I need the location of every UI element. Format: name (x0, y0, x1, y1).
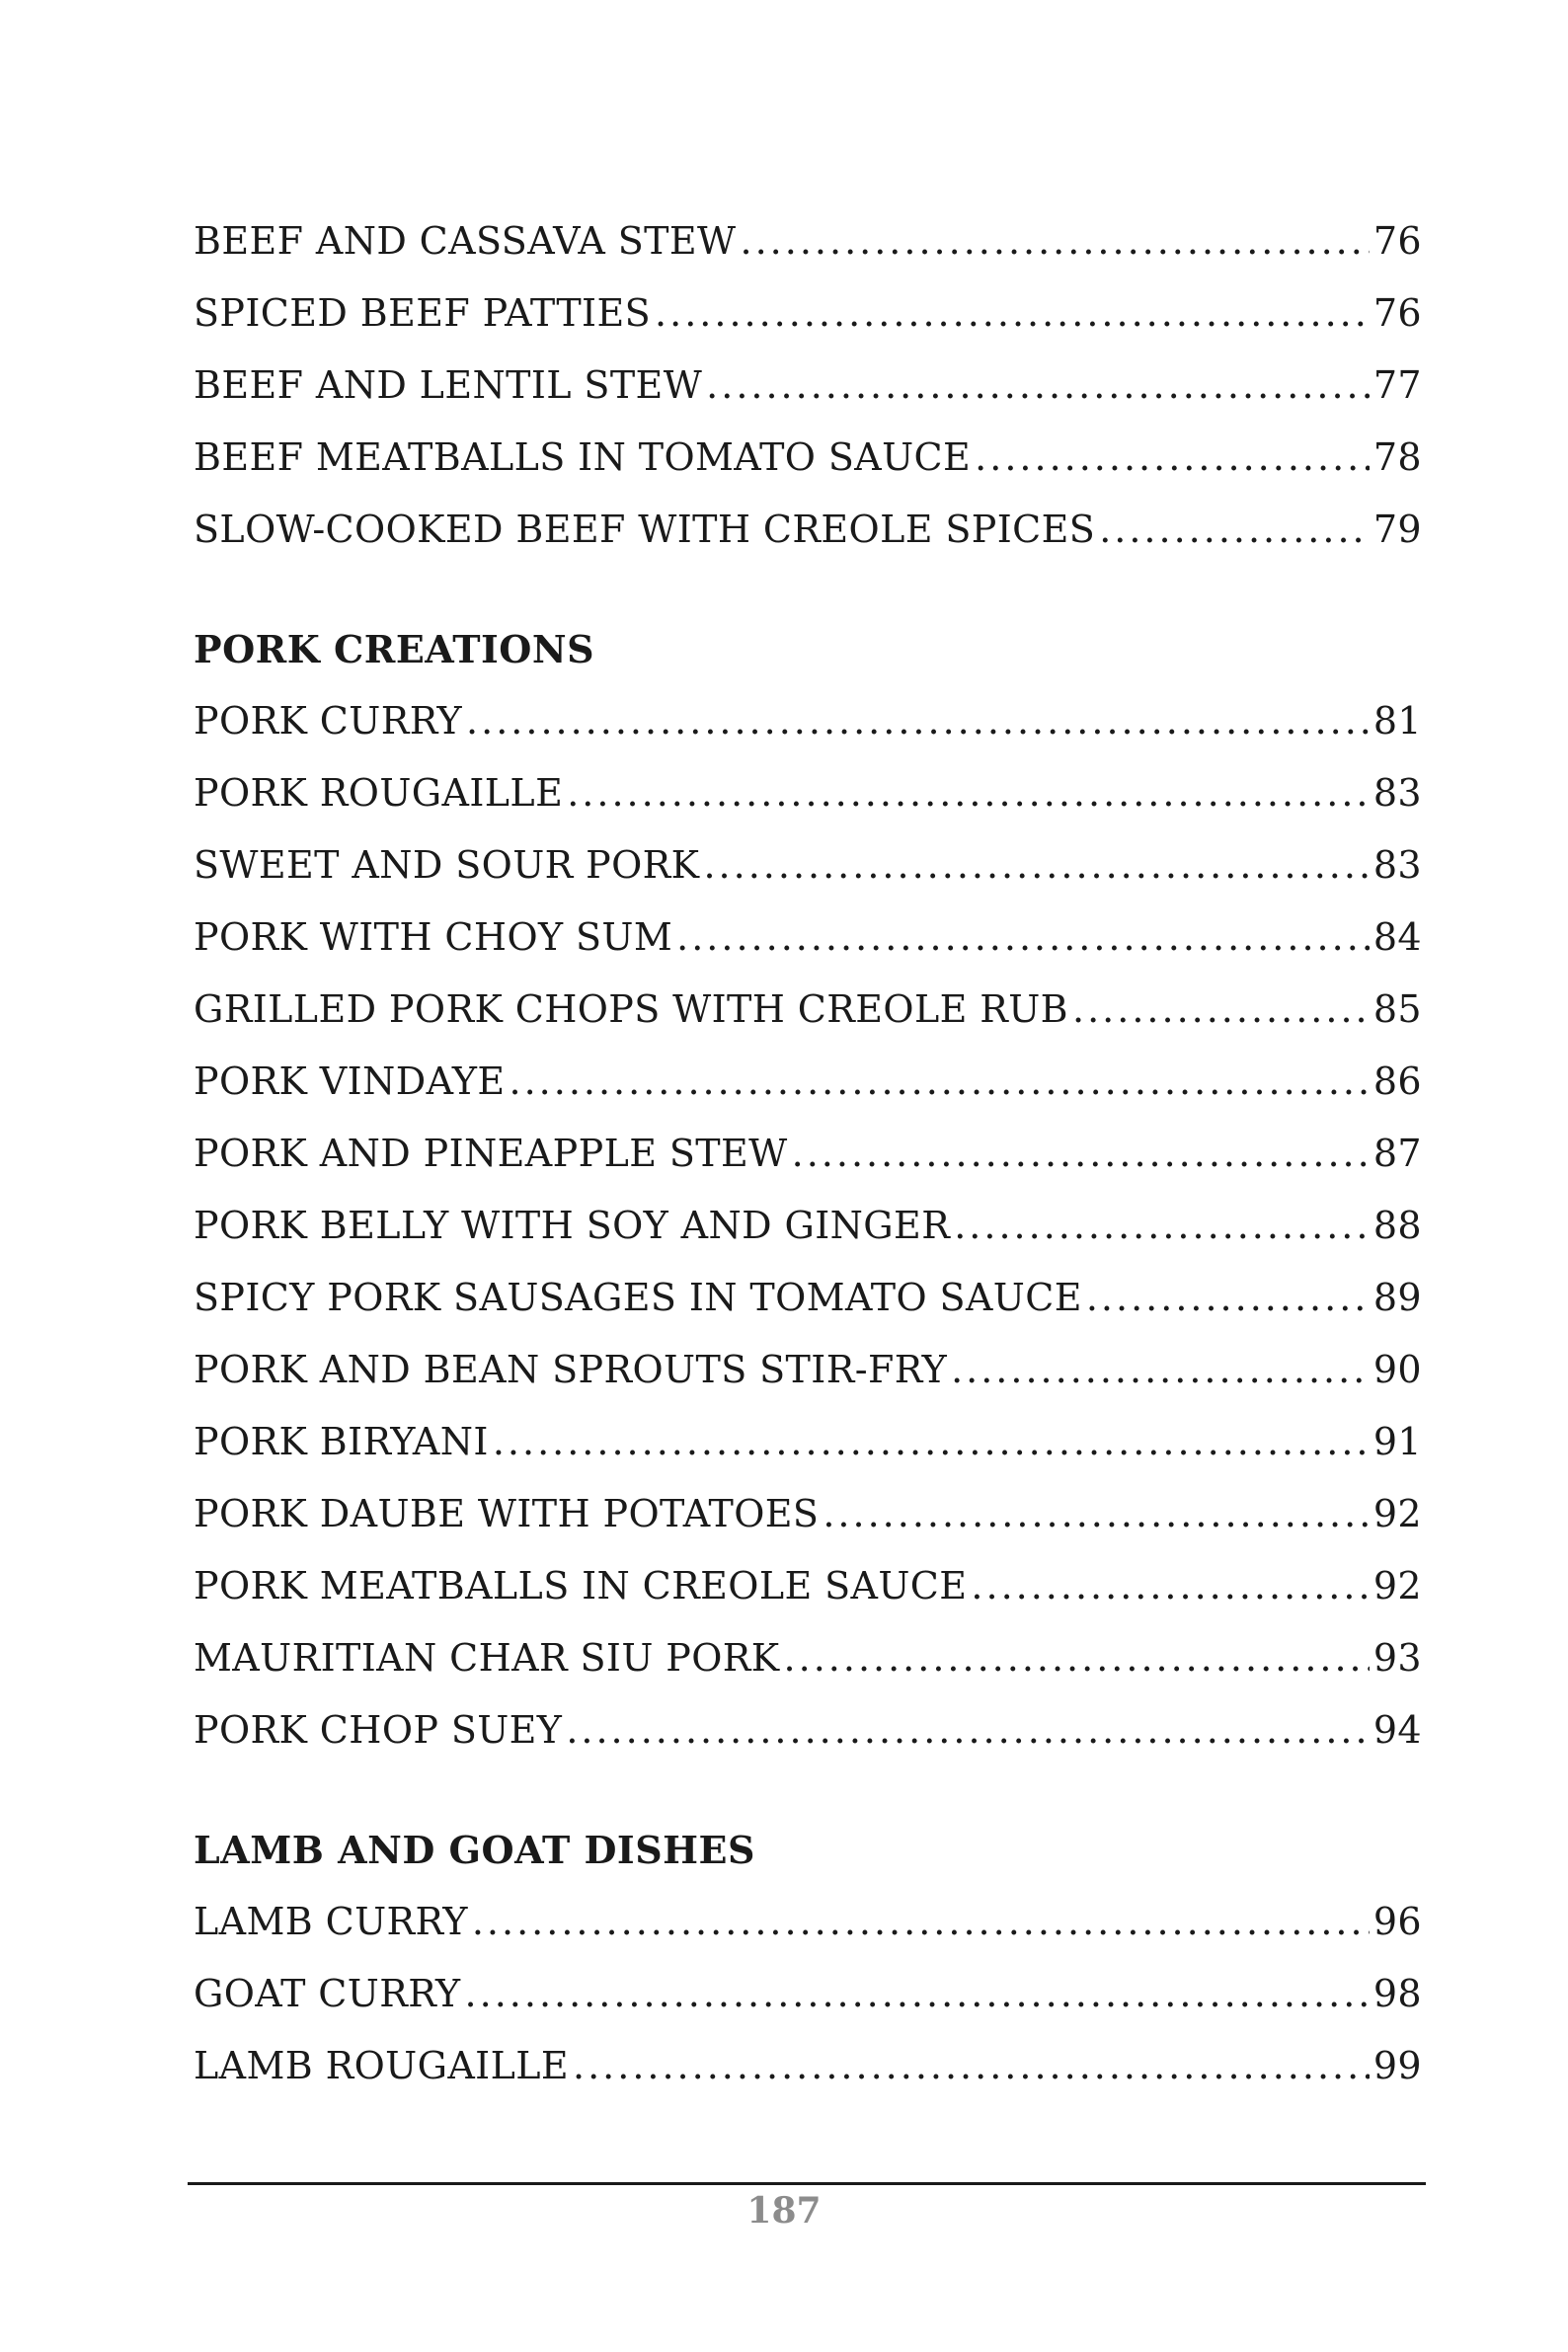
entry-title: PORK WITH CHOY SUM (194, 915, 673, 959)
entry-title: GOAT CURRY (194, 1972, 461, 2015)
dot-leader (741, 205, 1370, 277)
toc-entry (194, 757, 1422, 829)
entry-page-number: 87 (1372, 1132, 1422, 1175)
dot-leader (823, 1478, 1370, 1550)
toc-entry (194, 1406, 1422, 1478)
entry-page-number: 91 (1372, 1420, 1422, 1463)
toc-entry (194, 1550, 1422, 1622)
toc-entry (194, 974, 1422, 1046)
dot-leader (566, 1694, 1370, 1766)
toc-section (194, 1814, 1422, 2102)
toc-entry (194, 422, 1422, 494)
entry-title: PORK MEATBALLS IN CREOLE SAUCE (194, 1564, 968, 1607)
entry-page-number: 77 (1372, 363, 1422, 407)
toc-entry (194, 685, 1422, 757)
entry-page-number: 96 (1372, 1900, 1422, 1943)
dot-leader (971, 1550, 1369, 1622)
toc-entry (194, 1262, 1422, 1334)
entry-page-number: 93 (1372, 1636, 1422, 1680)
entry-title: SPICY PORK SAUSAGES IN TOMATO SAUCE (194, 1276, 1082, 1319)
entry-title: BEEF AND CASSAVA STEW (194, 219, 737, 263)
entry-title: SWEET AND SOUR PORK (194, 843, 700, 887)
entry-title: PORK DAUBE WITH POTATOES (194, 1492, 820, 1535)
dot-leader (493, 1406, 1370, 1478)
entry-page-number: 78 (1372, 435, 1422, 479)
dot-leader (573, 2030, 1370, 2102)
toc-entry (194, 350, 1422, 422)
entry-title: PORK AND BEAN SPROUTS STIR-FRY (194, 1348, 948, 1391)
dot-leader (466, 685, 1370, 757)
entry-title: PORK VINDAYE (194, 1059, 506, 1103)
dot-leader (655, 277, 1370, 350)
toc-entry (194, 1334, 1422, 1406)
dot-leader (703, 829, 1369, 902)
entry-page-number: 99 (1372, 2044, 1422, 2087)
dot-leader (676, 902, 1370, 974)
toc-section (194, 205, 1422, 566)
dot-leader (951, 1334, 1370, 1406)
entry-title: PORK AND PINEAPPLE STEW (194, 1132, 788, 1175)
dot-leader (1072, 974, 1370, 1046)
entry-title: MAURITIAN CHAR SIU PORK (194, 1636, 780, 1680)
section-heading: LAMB AND GOAT DISHES (194, 1828, 755, 1872)
entry-page-number: 85 (1372, 987, 1422, 1031)
entry-page-number: 79 (1372, 508, 1422, 551)
entry-page-number: 94 (1372, 1708, 1422, 1752)
entry-page-number: 76 (1372, 219, 1422, 263)
toc-entry (194, 829, 1422, 902)
entry-page-number: 84 (1372, 915, 1422, 959)
entry-title: PORK BELLY WITH SOY AND GINGER (194, 1204, 951, 1247)
entry-page-number: 90 (1372, 1348, 1422, 1391)
dot-leader (510, 1046, 1370, 1118)
entry-page-number: 89 (1372, 1276, 1422, 1319)
entry-title: LAMB ROUGAILLE (194, 2044, 569, 2087)
toc-entry (194, 1190, 1422, 1262)
entry-title: PORK CURRY (194, 699, 463, 743)
dot-leader (567, 757, 1370, 829)
entry-title: SLOW-COOKED BEEF WITH CREOLE SPICES (194, 508, 1096, 551)
toc-entry (194, 2030, 1422, 2102)
toc-entry (194, 1622, 1422, 1694)
toc-entry (194, 1886, 1422, 1958)
page-number: 187 (746, 2190, 822, 2232)
dot-leader (954, 1190, 1370, 1262)
dot-leader (784, 1622, 1370, 1694)
toc-entry (194, 494, 1422, 566)
footer-rule (188, 2182, 1426, 2185)
entry-page-number: 83 (1372, 843, 1422, 887)
dot-leader (465, 1958, 1370, 2030)
toc-entry (194, 1694, 1422, 1766)
dot-leader (792, 1118, 1370, 1190)
entry-title: LAMB CURRY (194, 1900, 468, 1943)
entry-page-number: 76 (1372, 291, 1422, 335)
toc-entry (194, 902, 1422, 974)
entry-page-number: 86 (1372, 1059, 1422, 1103)
section-heading: PORK CREATIONS (194, 627, 595, 671)
entry-title: GRILLED PORK CHOPS WITH CREOLE RUB (194, 987, 1069, 1031)
table-of-contents (194, 205, 1422, 2102)
dot-leader (706, 350, 1370, 422)
toc-entry (194, 1118, 1422, 1190)
toc-section (194, 613, 1422, 1766)
entry-page-number: 83 (1372, 771, 1422, 815)
toc-entry (194, 1046, 1422, 1118)
toc-entry (194, 205, 1422, 277)
entry-page-number: 88 (1372, 1204, 1422, 1247)
toc-entry (194, 1958, 1422, 2030)
toc-entry (194, 1478, 1422, 1550)
entry-page-number: 92 (1372, 1564, 1422, 1607)
entry-title: PORK ROUGAILLE (194, 771, 564, 815)
entry-title: BEEF AND LENTIL STEW (194, 363, 703, 407)
dot-leader (1086, 1262, 1370, 1334)
dot-leader (975, 422, 1370, 494)
entry-page-number: 98 (1372, 1972, 1422, 2015)
entry-title: BEEF MEATBALLS IN TOMATO SAUCE (194, 435, 972, 479)
entry-title: PORK BIRYANI (194, 1420, 489, 1463)
toc-entry (194, 277, 1422, 350)
entry-page-number: 81 (1372, 699, 1422, 743)
dot-leader (1099, 494, 1370, 566)
dot-leader (472, 1886, 1370, 1958)
entry-page-number: 92 (1372, 1492, 1422, 1535)
entry-title: PORK CHOP SUEY (194, 1708, 563, 1752)
entry-title: SPICED BEEF PATTIES (194, 291, 652, 335)
